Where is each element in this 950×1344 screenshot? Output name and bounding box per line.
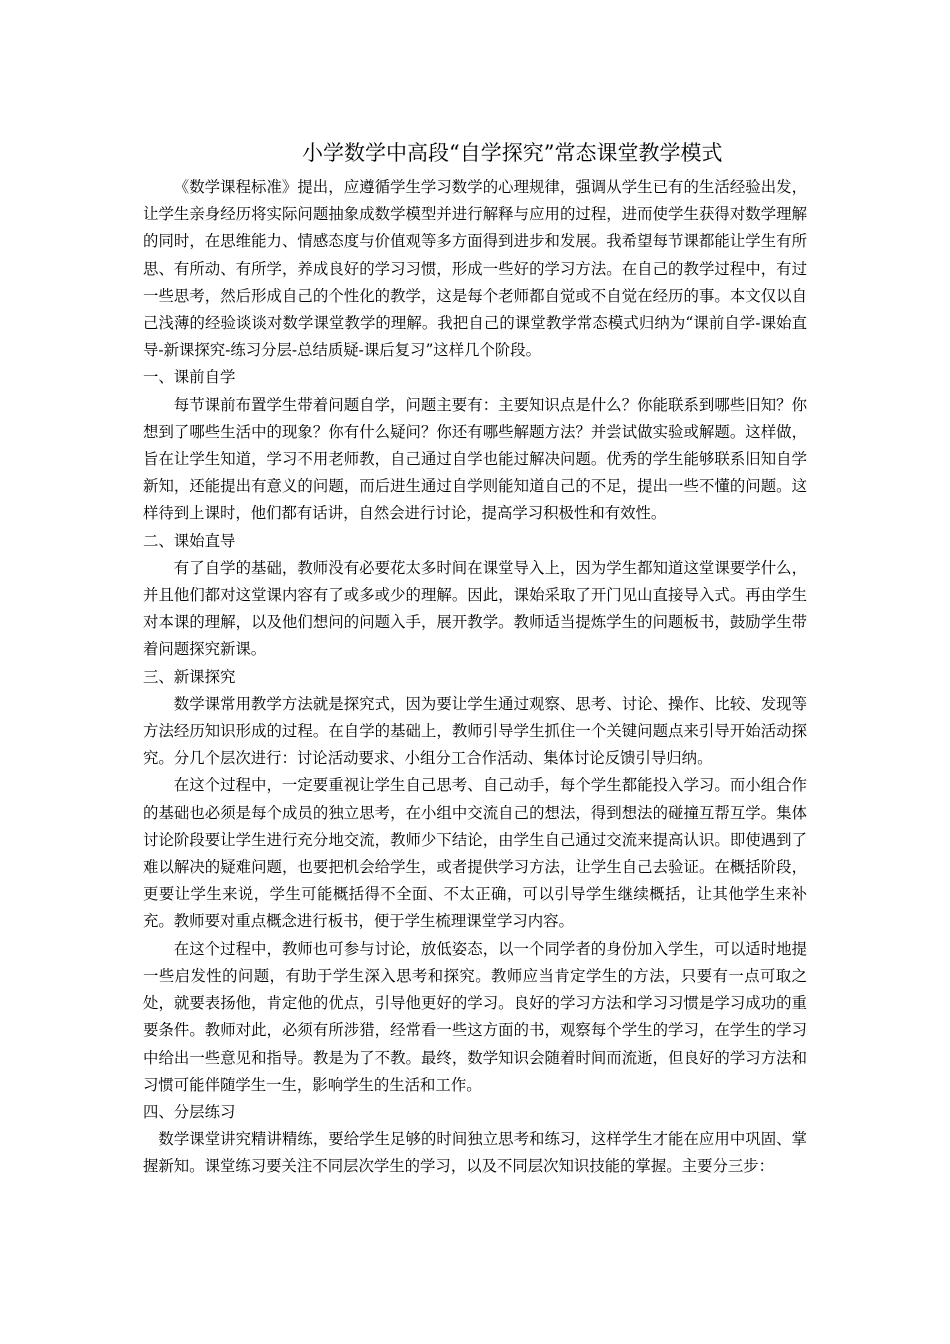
section-4-paragraph: 数学课堂讲究精讲精练，要给学生足够的时间独立思考和练习，这样学生才能在应用中巩固、掌握新知。课堂练习要关注不同层次学生的学习，以及不同层次知识技能的掌握。主要分三步： — [143, 1130, 807, 1176]
section-3-paragraph-3: 在这个过程中，教师也可参与讨论，放低姿态，以一个同学者的身份加入学生，可以适时地提一些启发性的问题，有助于学生深入思考和探究。教师应当肯定学生的方法，只要有一点可取之处，就要表扬他，肯定他的优点，引导他更好的学习。良好的学习方法和学习习惯是学习成功的重要条件。教师对此，必须有所涉猎，经常看一些这方面的书，观察每个学生的学习，在学生的学习中给出一些意见和指导。教是为了不教。最终，数学知识会随着时间而流逝，但良好的学习方法和习惯可能伴随学生一生，影响学生的生活和工作。 — [143, 939, 807, 1094]
section-3-paragraph-2: 在这个过程中，一定要重视让学生自己思考、自己动手，每个学生都能投入学习。而小组合作的基础也必须是每个成员的独立思考，在小组中交流自己的想法，得到想法的碰撞互帮互学。集体讨论阶段要让学生进行充分地交流，教师少下结论，由学生自己通过交流来提高认识。即使遇到了难以解决的疑难问题，也要把机会给学生，或者提供学习方法，让学生自己去验证。在概括阶段，更要让学生来说，学生可能概括得不全面、不太正确，可以引导学生继续概括，让其他学生来补充。教师要对重点概念进行板书，便于学生梳理课堂学习内容。 — [143, 776, 807, 931]
document-body — [143, 174, 807, 1181]
section-2-paragraph: 有了自学的基础，教师没有必要花太多时间在课堂导入上，因为学生都知道这堂课要学什么，并且他们都对这堂课内容有了或多或少的理解。因此，课始采取了开门见山直接导入式。再由学生对本课的理解，以及他们想问的问题入手，展开教学。教师适当提炼学生的问题板书，鼓励学生带着问题探究新课。 — [143, 558, 807, 659]
section-heading-3: 三、新课探究 — [143, 667, 236, 686]
section-1-paragraph: 每节课前布置学生带着问题自学，问题主要有：主要知识点是什么？你能联系到哪些旧知？你想到了哪些生活中的现象？你有什么疑问？你还有哪些解题方法？并尝试做实验或解题。这样做，旨在让学生知道，学习不用老师教，自己通过自学也能过解决问题。优秀的学生能够联系旧知自学新知，还能提出有意义的问题，而后进生通过自学则能知道自己的不足，提出一些不懂的问题。这样待到上课时，他们都有话讲，自然会进行讨论，提高学习积极性和有效性。 — [143, 395, 807, 523]
section-heading-1: 一、课前自学 — [143, 368, 236, 387]
section-heading-4: 四、分层练习 — [143, 1102, 236, 1121]
section-3-paragraph-1: 数学课常用教学方法就是探究式，因为要让学生通过观察、思考、讨论、操作、比较、发现等方法经历知识形成的过程。在自学的基础上，教师引导学生抓住一个关键问题点来引导开始活动探究。分几个层次进行：讨论活动要求、小组分工合作活动、集体讨论反馈引导归纳。 — [143, 694, 807, 768]
section-heading-2: 二、课始直导 — [143, 531, 236, 550]
document-title: 小学数学中高段“自学探究”常态课堂教学模式 — [302, 141, 723, 165]
intro-paragraph: 《数学课程标准》提出，应遵循学生学习数学的心理规律，强调从学生已有的生活经验出发，让学生亲身经历将实际问题抽象成数学模型并进行解释与应用的过程，进而使学生获得对数学理解的同时，在思维能力、情感态度与价值观等多方面得到进步和发展。我希望每节课都能让学生有所思、有所动、有所学，养成良好的学习习惯，形成一些好的学习方法。在自己的教学过程中，有过一些思考，然后形成自己的个性化的教学，这是每个老师都自觉或不自觉在经历的事。本文仅以自己浅薄的经验谈谈对数学课堂教学的理解。我把自己的课堂教学常态模式归纳为“课前自学-课始直导-新课探究-练习分层-总结质疑-课后复习”这样几个阶段。 — [143, 178, 807, 360]
